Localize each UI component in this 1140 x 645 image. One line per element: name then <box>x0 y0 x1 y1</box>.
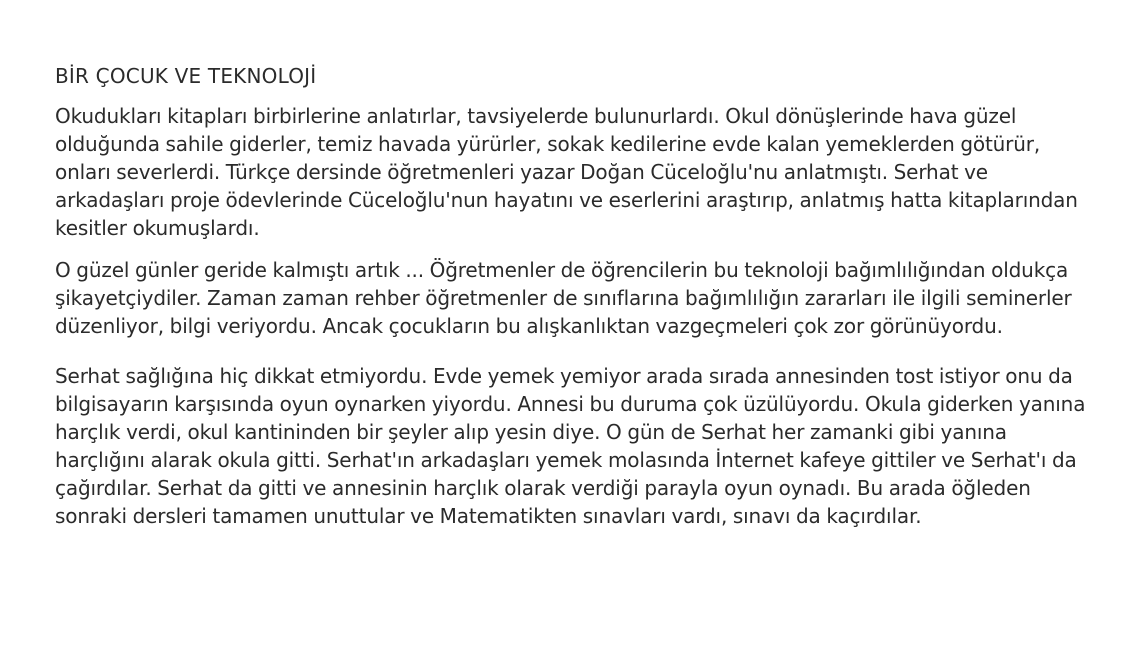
document-title: BİR ÇOCUK VE TEKNOLOJİ <box>55 64 317 88</box>
paragraph-3: Serhat sağlığına hiç dikkat etmiyordu. Evde yemek yemiyor arada sırada annesinden tost istiyor onu da bilgisayarın karşısında oyun oynarken yiyordu. Annesi bu duruma çok üzülüyordu. Okula giderken yanına harçlık verdi, okul kantininden bir şeyler alıp yesin diye. O gün de Serhat her zamanki gibi yanına harçlığını alarak okula gitti. Serhat'ın arkadaşları yemek molasında İnternet kafeye gittiler ve Serhat'ı da çağırdılar. Serhat da gitti ve annesinin harçlık olarak verdiği parayla oyun oynadı. Bu arada öğleden sonraki dersleri tamamen unuttular ve Matematikten sınavları vardı, sınavı da kaçırdılar. <box>55 364 1086 528</box>
paragraph-2: O güzel günler geride kalmıştı artık ... Öğretmenler de öğrencilerin bu teknoloji bağımlılığından oldukça şikayetçiydiler. Zaman zaman rehber öğretmenler de sınıflarına bağımlılığın zararları ile ilgili seminerler düzenliyor, bilgi veriyordu. Ancak çocukların bu alışkanlıktan vazgeçmeleri çok zor görünüyordu. <box>55 258 1072 338</box>
document-page <box>55 62 1095 530</box>
paragraph-1: Okudukları kitapları birbirlerine anlatırlar, tavsiyelerde bulunurlardı. Okul dönüşlerinde hava güzel olduğunda sahile giderler, temiz havada yürürler, sokak kedilerine evde kalan yemeklerden götürür, onları severlerdi. Türkçe dersinde öğretmenleri yazar Doğan Cüceloğlu'nu anlatmıştı. Serhat ve arkadaşları proje ödevlerinde Cüceloğlu'nun hayatını ve eserlerini araştırıp, anlatmış hatta kitaplarından kesitler okumuşlardı. <box>55 104 1078 240</box>
